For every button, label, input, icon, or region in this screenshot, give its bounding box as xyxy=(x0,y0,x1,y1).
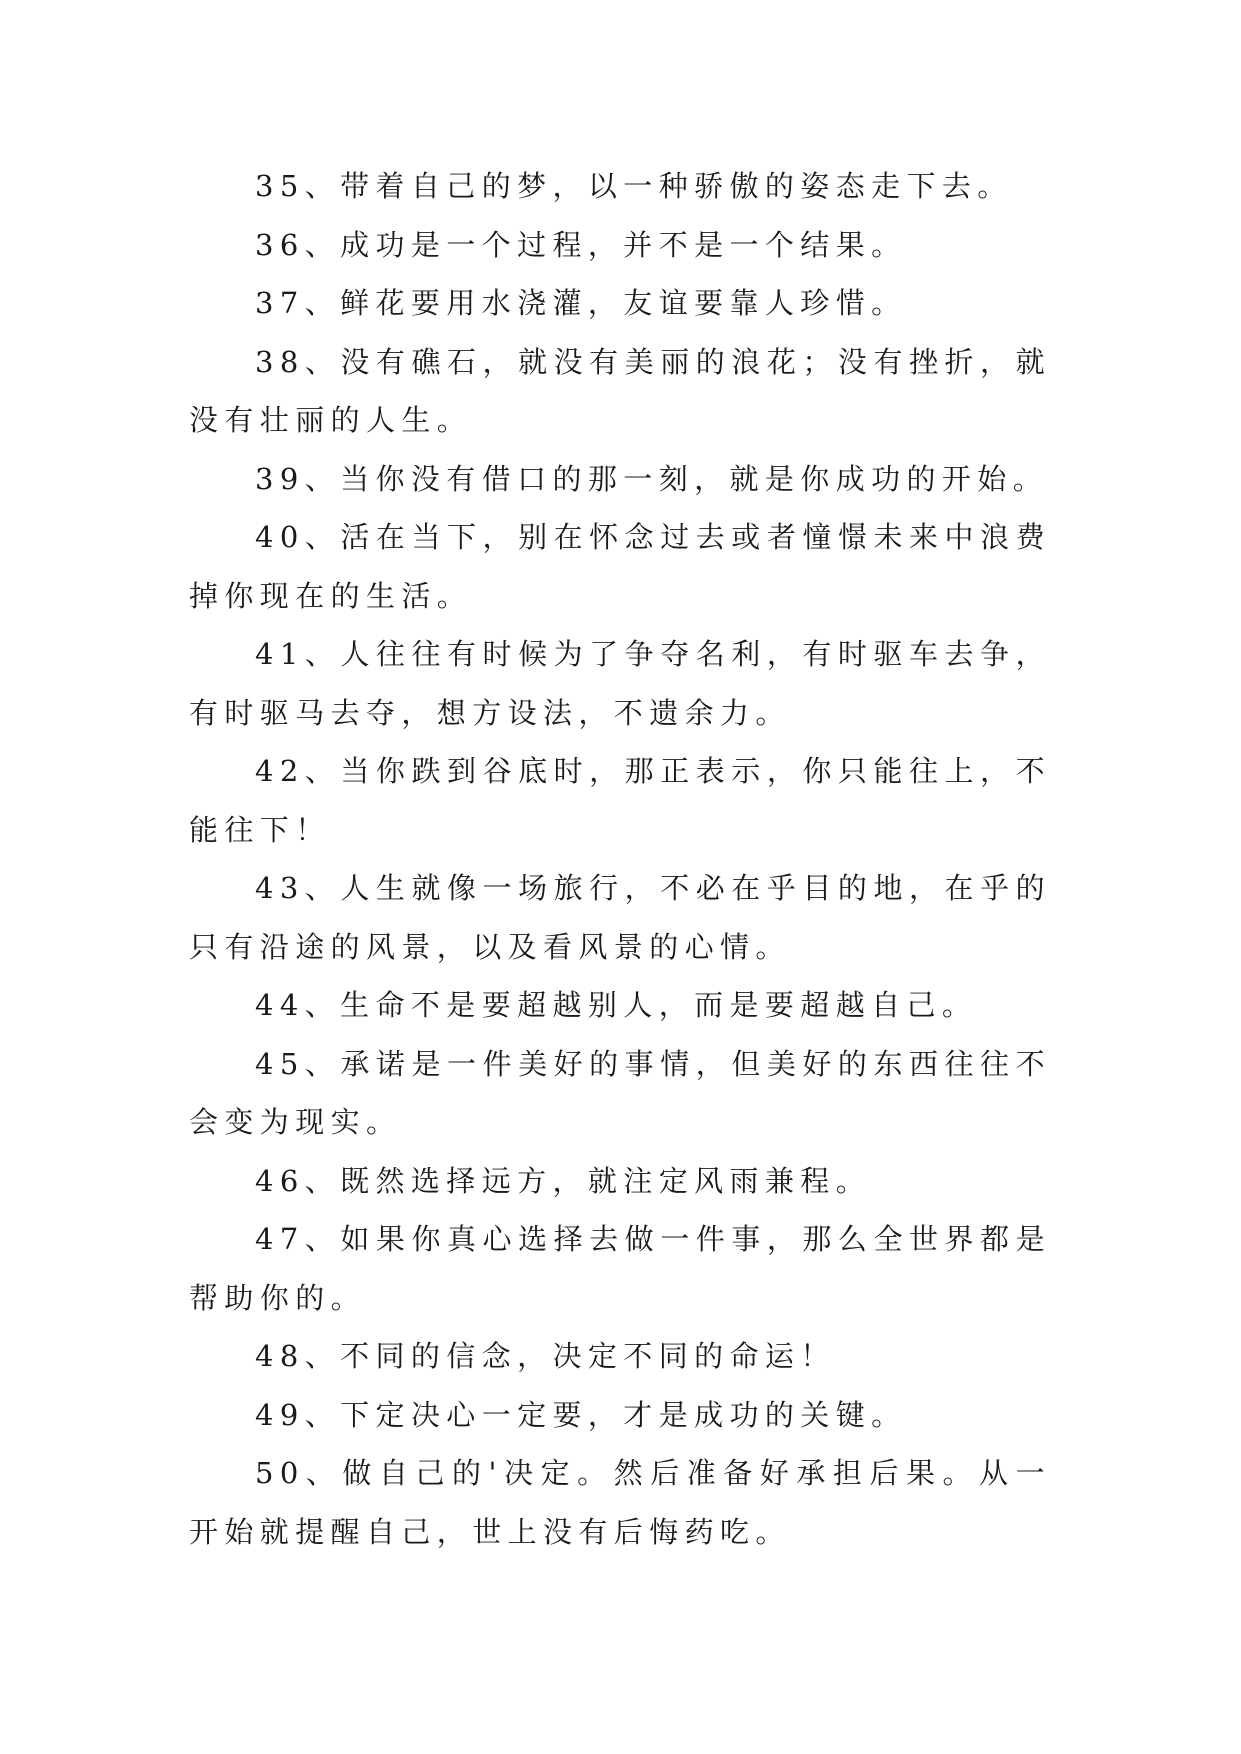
paragraph-38: 38、没有礁石，就没有美丽的浪花；没有挫折，就没有壮丽的人生。 xyxy=(189,344,1051,437)
paragraph-41: 41、人往往有时候为了争夺名利，有时驱车去争，有时驱马去夺，想方设法，不遗余力。 xyxy=(189,637,1051,730)
paragraph-49: 49、下定决心一定要，才是成功的关键。 xyxy=(255,1397,907,1432)
paragraph-37: 37、鲜花要用水浇灌，友谊要靠人珍惜。 xyxy=(255,286,907,320)
paragraph-43: 43、人生就像一场旅行，不必在乎目的地，在乎的只有沿途的风景，以及看风景的心情。 xyxy=(189,871,1051,964)
paragraph-40: 40、活在当下，别在怀念过去或者憧憬未来中浪费掉你现在的生活。 xyxy=(189,520,1051,613)
paragraph-44: 44、生命不是要超越别人，而是要超越自己。 xyxy=(255,988,978,1022)
paragraph-36: 36、成功是一个过程，并不是一个结果。 xyxy=(255,227,907,262)
paragraph-42: 42、当你跌到谷底时，那正表示，你只能往上，不能往下！ xyxy=(189,754,1051,847)
paragraph-39: 39、当你没有借口的那一刻，就是你成功的开始。 xyxy=(255,461,1049,496)
paragraph-47: 47、如果你真心选择去做一件事，那么全世界都是帮助你的。 xyxy=(189,1222,1051,1315)
paragraph-46: 46、既然选择远方，就注定风雨兼程。 xyxy=(255,1163,872,1198)
paragraph-48: 48、不同的信念，决定不同的命运！ xyxy=(255,1339,836,1373)
paragraph-35: 35、带着自己的梦，以一种骄傲的姿态走下去。 xyxy=(255,169,1013,203)
paragraph-50: 50、做自己的'决定。然后准备好承担后果。从一开始就提醒自己，世上没有后悔药吃。 xyxy=(189,1456,1051,1549)
document-body xyxy=(189,157,1051,1561)
paragraph-45: 45、承诺是一件美好的事情，但美好的东西往往不会变为现实。 xyxy=(189,1046,1051,1139)
